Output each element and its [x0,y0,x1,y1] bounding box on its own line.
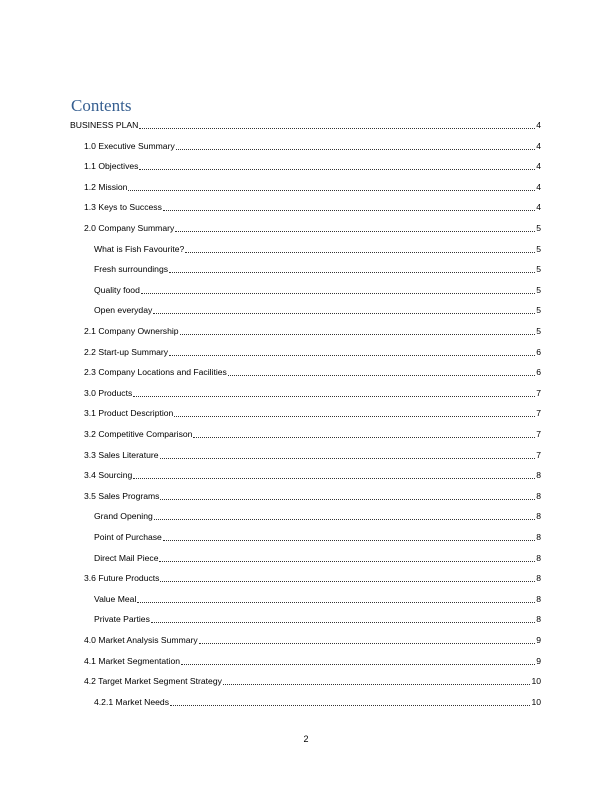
toc-dot-leader [163,202,535,211]
toc-entry-label: 2.2 Start-up Summary [84,346,169,357]
toc-entry-label: What is Fish Favourite? [94,243,185,254]
toc-dot-leader [185,244,535,253]
toc-entry-page: 8 [536,593,541,604]
toc-dot-leader [160,450,536,459]
toc-dot-leader [160,573,535,582]
toc-entry[interactable] [84,450,541,461]
toc-entry-page: 6 [536,346,541,357]
toc-entry-page: 8 [536,573,541,584]
toc-dot-leader [169,264,535,273]
toc-entry-label: Open everyday [94,305,153,316]
toc-entry[interactable] [94,697,541,708]
toc-entry-page: 5 [536,264,541,275]
toc-entry[interactable] [94,614,541,625]
toc-entry-label: 3.1 Product Description [84,408,174,419]
toc-dot-leader [137,594,535,603]
toc-entry-page: 10 [531,696,541,707]
toc-entry-page: 4 [536,140,541,151]
toc-dot-leader [153,305,535,314]
toc-entry-label: 3.6 Future Products [84,573,160,584]
toc-entry-page: 7 [536,408,541,419]
toc-entry-page: 4 [536,120,541,130]
toc-entry-page: 4 [536,161,541,172]
toc-dot-leader [174,408,535,417]
toc-dot-leader [151,614,535,623]
toc-title: Contents [71,96,132,115]
toc-dot-leader [176,141,535,150]
toc-entry-page: 9 [536,655,541,666]
toc-entry-label: Private Parties [94,614,150,625]
toc-entry[interactable] [84,161,541,172]
toc-dot-leader [169,347,535,356]
toc-entry-label: 3.5 Sales Programs [84,490,160,501]
toc-entry[interactable] [84,470,541,481]
toc-dot-leader [199,635,536,644]
page-number: 2 [303,734,309,744]
toc-entry[interactable] [94,511,541,522]
toc-entry[interactable] [84,202,541,213]
toc-entry[interactable] [84,635,541,646]
toc-entry-page: 9 [536,635,541,645]
toc-entry[interactable] [84,573,541,584]
toc-entry-label: 4.0 Market Analysis Summary [84,635,198,645]
toc-entry[interactable] [84,656,541,667]
toc-dot-leader [181,656,535,665]
toc-entry[interactable] [94,594,541,605]
toc-dot-leader [139,120,535,129]
toc-entry[interactable] [84,491,541,502]
toc-entry[interactable] [84,676,541,687]
toc-entry[interactable] [70,120,541,131]
toc-entry-label: 2.3 Company Locations and Facilities [84,367,227,378]
toc-entry-label: 1.1 Objectives [84,161,139,172]
toc-entry-label: 2.0 Company Summary [84,223,175,233]
toc-dot-leader [193,429,535,438]
toc-entry-page: 8 [536,511,541,522]
toc-dot-leader [163,532,535,541]
toc-entry[interactable] [84,408,541,419]
toc-entry[interactable] [94,532,541,543]
toc-dot-leader [228,367,535,376]
toc-dot-leader [133,470,535,479]
toc-dot-leader [154,511,535,520]
toc-entry-label: 4.1 Market Segmentation [84,655,181,666]
toc-dot-leader [159,553,535,562]
toc-entry-label: 1.3 Keys to Success [84,202,162,213]
toc-entry-page: 7 [536,387,541,398]
toc-entry[interactable] [84,223,541,234]
toc-entry[interactable] [84,388,541,399]
toc-entry-label: Grand Opening [94,511,153,522]
toc-dot-leader [160,491,535,500]
toc-entry-page: 5 [536,326,541,336]
toc-entry-page: 8 [536,614,541,625]
toc-entry-page: 8 [536,552,541,563]
toc-entry-label: 4.2 Target Market Segment Strategy [84,676,222,687]
toc-dot-leader [139,161,535,170]
toc-entry-page: 5 [536,284,541,295]
toc-entry[interactable] [94,305,541,316]
toc-entry-label: Quality food [94,284,140,295]
toc-entry[interactable] [84,367,541,378]
toc-entry-label: Point of Purchase [94,532,162,542]
toc-entry-page: 5 [536,223,541,233]
toc-entry[interactable] [94,285,541,296]
toc-entry-label: 2.1 Company Ownership [84,326,179,336]
toc-entry-page: 8 [536,490,541,501]
toc-entry[interactable] [94,553,541,564]
toc-entry[interactable] [84,182,541,193]
toc-entry-page: 5 [536,305,541,316]
toc-entry-label: 3.3 Sales Literature [84,449,159,460]
toc-entry[interactable] [94,264,541,275]
toc-entry[interactable] [84,429,541,440]
toc-entry-page: 6 [536,367,541,378]
toc-dot-leader [141,285,535,294]
toc-entry[interactable] [94,244,541,255]
toc-dot-leader [128,182,535,191]
toc-entry[interactable] [84,326,541,337]
toc-entry[interactable] [84,347,541,358]
toc-entry-page: 4 [536,181,541,192]
toc-dot-leader [170,697,530,706]
toc-dot-leader [223,676,531,685]
toc-entry-page: 10 [531,676,541,687]
toc-entry-page: 8 [536,470,541,481]
toc-entry-label: 3.0 Products [84,387,133,398]
toc-entry-label: Fresh surroundings [94,264,169,275]
toc-entry-label: Value Meal [94,593,137,604]
toc-dot-leader [175,223,535,232]
toc-entry-label: 3.2 Competitive Comparison [84,429,193,439]
toc-entry-label: 4.2.1 Market Needs [94,696,169,707]
toc-entry-label: 1.2 Mission [84,181,128,192]
toc-entry-page: 4 [536,202,541,213]
toc-entry-label: 1.0 Executive Summary [84,140,175,151]
toc-entry[interactable] [84,141,541,152]
toc-entry-page: 5 [536,243,541,254]
toc-entry-label: Direct Mail Piece [94,552,159,563]
toc-entry-label: 3.4 Sourcing [84,470,133,481]
toc-entry-page: 7 [536,429,541,439]
toc-dot-leader [133,388,535,397]
toc-entry-page: 8 [536,532,541,542]
toc-entry-page: 7 [536,449,541,460]
toc-dot-leader [180,326,536,335]
toc-entry-label: BUSINESS PLAN [70,120,139,130]
